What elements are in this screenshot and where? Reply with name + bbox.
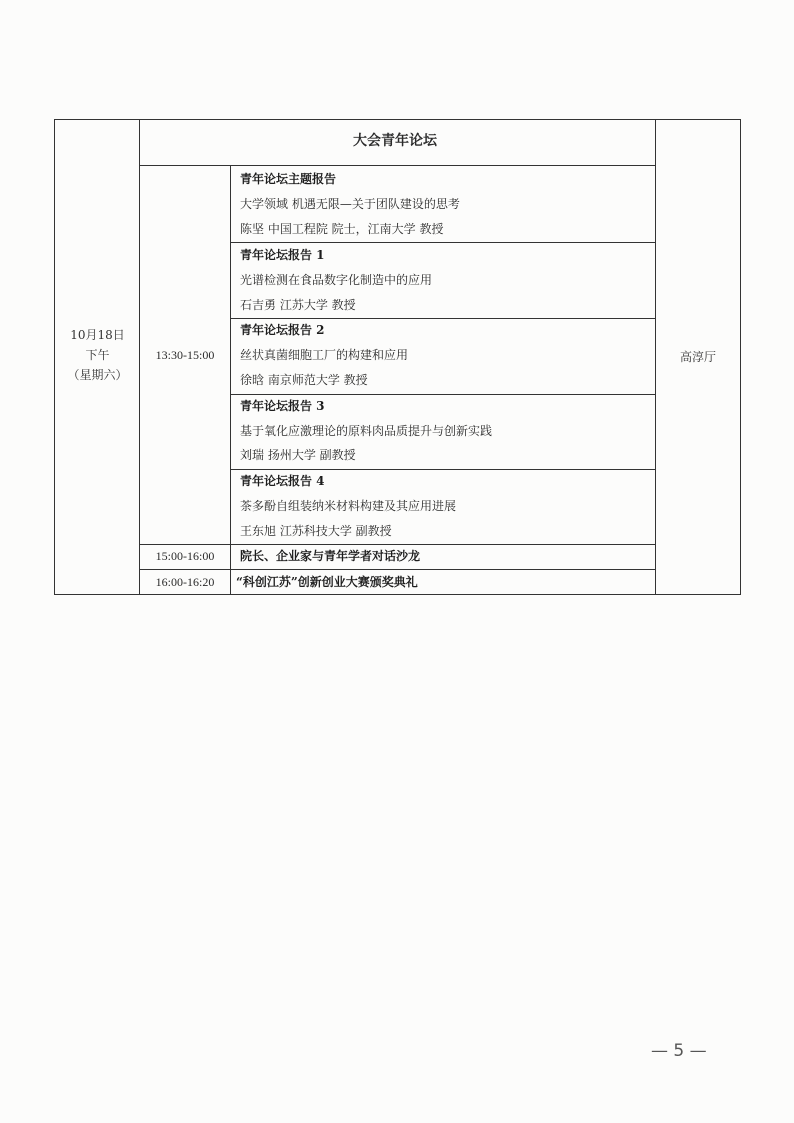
report-speaker: 徐晗 南京师范大学 教授 bbox=[240, 373, 368, 387]
date-period: 下午 bbox=[85, 348, 110, 362]
ceremony-session-label: “科创江苏”创新创业大赛颁奖典礼 bbox=[236, 575, 418, 589]
report-heading: 青年论坛报告 3 bbox=[240, 399, 325, 413]
session-time: 15:00-16:00 bbox=[155, 549, 215, 563]
date-day: 10月18日 bbox=[70, 328, 125, 342]
venue-cell: 高淳厅 bbox=[679, 350, 716, 364]
row-divider-report2 bbox=[230, 318, 656, 319]
report-topic: 茶多酚自组装纳米材料构建及其应用进展 bbox=[240, 499, 457, 513]
report-topic: 光谱检测在食品数字化制造中的应用 bbox=[240, 273, 433, 287]
report-topic: 基于氧化应激理论的原料肉品质提升与创新实践 bbox=[240, 424, 493, 438]
report-speaker: 陈坚 中国工程院 院士，江南大学 教授 bbox=[240, 222, 444, 236]
row-divider-report4 bbox=[230, 469, 656, 470]
report-speaker: 石吉勇 江苏大学 教授 bbox=[240, 298, 356, 312]
session-time: 16:00-16:20 bbox=[155, 575, 215, 589]
page-number: — 5 — bbox=[651, 1041, 707, 1061]
salon-session-label: 院长、企业家与青年学者对话沙龙 bbox=[240, 549, 421, 563]
row-divider-report3 bbox=[230, 394, 656, 395]
date-cell bbox=[55, 325, 140, 385]
session-time: 13:30-15:00 bbox=[155, 348, 215, 362]
report-speaker: 刘瑞 扬州大学 副教授 bbox=[240, 448, 356, 462]
report-topic: 丝状真菌细胞工厂的构建和应用 bbox=[240, 348, 409, 362]
report-heading: 青年论坛报告 4 bbox=[240, 474, 325, 488]
row-divider-header bbox=[139, 165, 656, 166]
date-weekday: （星期六） bbox=[67, 368, 128, 382]
report-heading: 青年论坛报告 1 bbox=[240, 248, 325, 262]
row-divider-salon bbox=[139, 544, 656, 545]
report-topic: 大学领域 机遇无限—关于团队建设的思考 bbox=[240, 197, 460, 211]
table-border-top bbox=[54, 119, 741, 120]
table-border-bottom bbox=[54, 594, 741, 595]
row-divider-report1 bbox=[230, 242, 656, 243]
forum-title: 大会青年论坛 bbox=[353, 133, 437, 149]
report-heading: 青年论坛报告 2 bbox=[240, 323, 325, 337]
column-divider-time bbox=[230, 165, 231, 595]
report-heading: 青年论坛主题报告 bbox=[240, 172, 337, 186]
report-speaker: 王东旭 江苏科技大学 副教授 bbox=[240, 524, 392, 538]
row-divider-ceremony bbox=[139, 569, 656, 570]
table-border-right bbox=[740, 119, 741, 595]
